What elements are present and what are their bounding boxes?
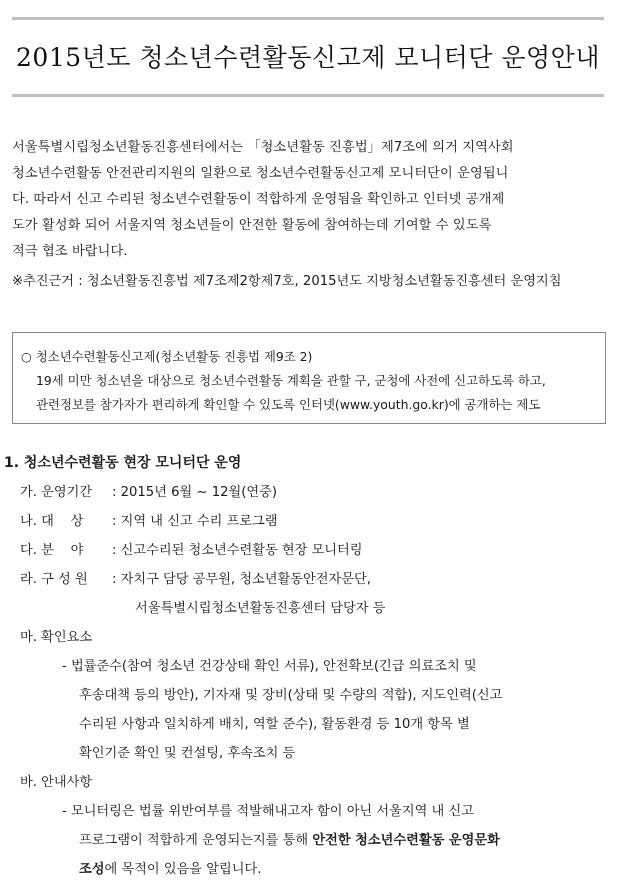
intro-line: 도가 활성화 되어 서울지역 청소년들이 안전한 활동에 참여하는데 기여할 수 있도록 xyxy=(12,218,492,233)
intro-line: 다. 따라서 신고 수리된 청소년수련활동이 적합하게 운영됨을 확인하고 인터넷 공개제 xyxy=(12,192,505,207)
emphasis-text: 조성 xyxy=(79,862,105,877)
list-item xyxy=(20,768,620,797)
list-item xyxy=(20,536,620,565)
item-label: 가. 운영기간 xyxy=(20,485,93,500)
item-content: : 자치구 담당 공무원, 청소년활동안전자문단, xyxy=(112,572,371,587)
detail-line: 수리된 사항과 일치하게 배치, 역할 준수), 활동환경 등 10개 항목 별 xyxy=(79,717,470,732)
item-label: 라. 구 성 원 xyxy=(20,572,88,587)
detail-text: 프로그램이 적합하게 운영되는지를 통해 xyxy=(79,833,313,848)
detail-line: 확인기준 확인 및 컨설팅, 후속조치 등 xyxy=(79,746,296,761)
intro-line: 서울특별시립청소년활동진흥센터에서는 「청소년활동 진흥법」제7조에 의거 지역사회 xyxy=(12,140,514,155)
detail-text: 에 목적이 있음을 알립니다. xyxy=(104,862,262,877)
list-item xyxy=(20,565,620,594)
top-rule xyxy=(12,17,604,20)
list-item xyxy=(20,507,620,536)
item-label: 바. 안내사항 xyxy=(20,775,93,790)
list-item xyxy=(20,478,620,507)
definition-heading: ○ 청소년수련활동신고제(청소년활동 진흥법 제9조 2) xyxy=(21,349,313,364)
legal-basis-note: ※추진근거 : 청소년활동진흥법 제7조제2항제7호, 2015년도 지방청소년활동진흥센터 운영지침 xyxy=(12,274,562,289)
intro-line: 적극 협조 바랍니다. xyxy=(12,244,128,259)
page-title: 2015년도 청소년수련활동신고제 모니터단 운영안내 xyxy=(16,43,600,72)
detail-line: - 법률준수(참여 청소년 건강상태 확인 서류), 안전확보(긴급 의료조치 및 xyxy=(62,659,477,674)
item-label: 다. 분 야 xyxy=(20,543,84,558)
definition-line: 19세 미만 청소년을 대상으로 청소년수련활동 계획을 관할 구, 군청에 사전에 신고하도록 하고, xyxy=(36,373,546,388)
detail-line: 후송대책 등의 방안), 기자재 및 장비(상태 및 수량의 적합), 지도인력(신고 xyxy=(79,688,503,703)
item-content: : 지역 내 신고 수리 프로그램 xyxy=(112,514,278,529)
detail-line xyxy=(62,855,620,884)
detail-line: - 모니터링은 법률 위반여부를 적발해내고자 함이 아닌 서울지역 내 신고 xyxy=(62,804,474,819)
definition-line: 관련정보를 참가자가 편리하게 확인할 수 있도록 인터넷(www.youth.go.kr)에 공개하는 제도 xyxy=(36,397,541,412)
section-items xyxy=(20,478,620,884)
section-title: 1. 청소년수련활동 현장 모니터단 운영 xyxy=(4,455,242,471)
item-content: : 신고수리된 청소년수련활동 현장 모니터링 xyxy=(112,543,363,558)
definition-box xyxy=(12,332,606,424)
item-content: : 2015년 6월 ~ 12월(연중) xyxy=(112,485,277,500)
emphasis-text: 안전한 청소년수련활동 운영문화 xyxy=(312,833,500,848)
item-label: 나. 대 상 xyxy=(20,514,84,529)
item-label: 마. 확인요소 xyxy=(20,630,93,645)
list-item-continuation xyxy=(20,594,620,623)
list-item xyxy=(20,623,620,652)
item-content: 서울특별시립청소년활동진흥센터 담당자 등 xyxy=(135,601,386,616)
intro-line: 청소년수련활동 안전관리지원의 일환으로 청소년수련활동신고제 모니터단이 운영됩니 xyxy=(12,166,509,181)
guide-detail xyxy=(20,797,620,884)
intro-paragraph xyxy=(12,135,608,265)
title-bottom-rule xyxy=(12,94,604,97)
check-detail xyxy=(20,652,620,768)
